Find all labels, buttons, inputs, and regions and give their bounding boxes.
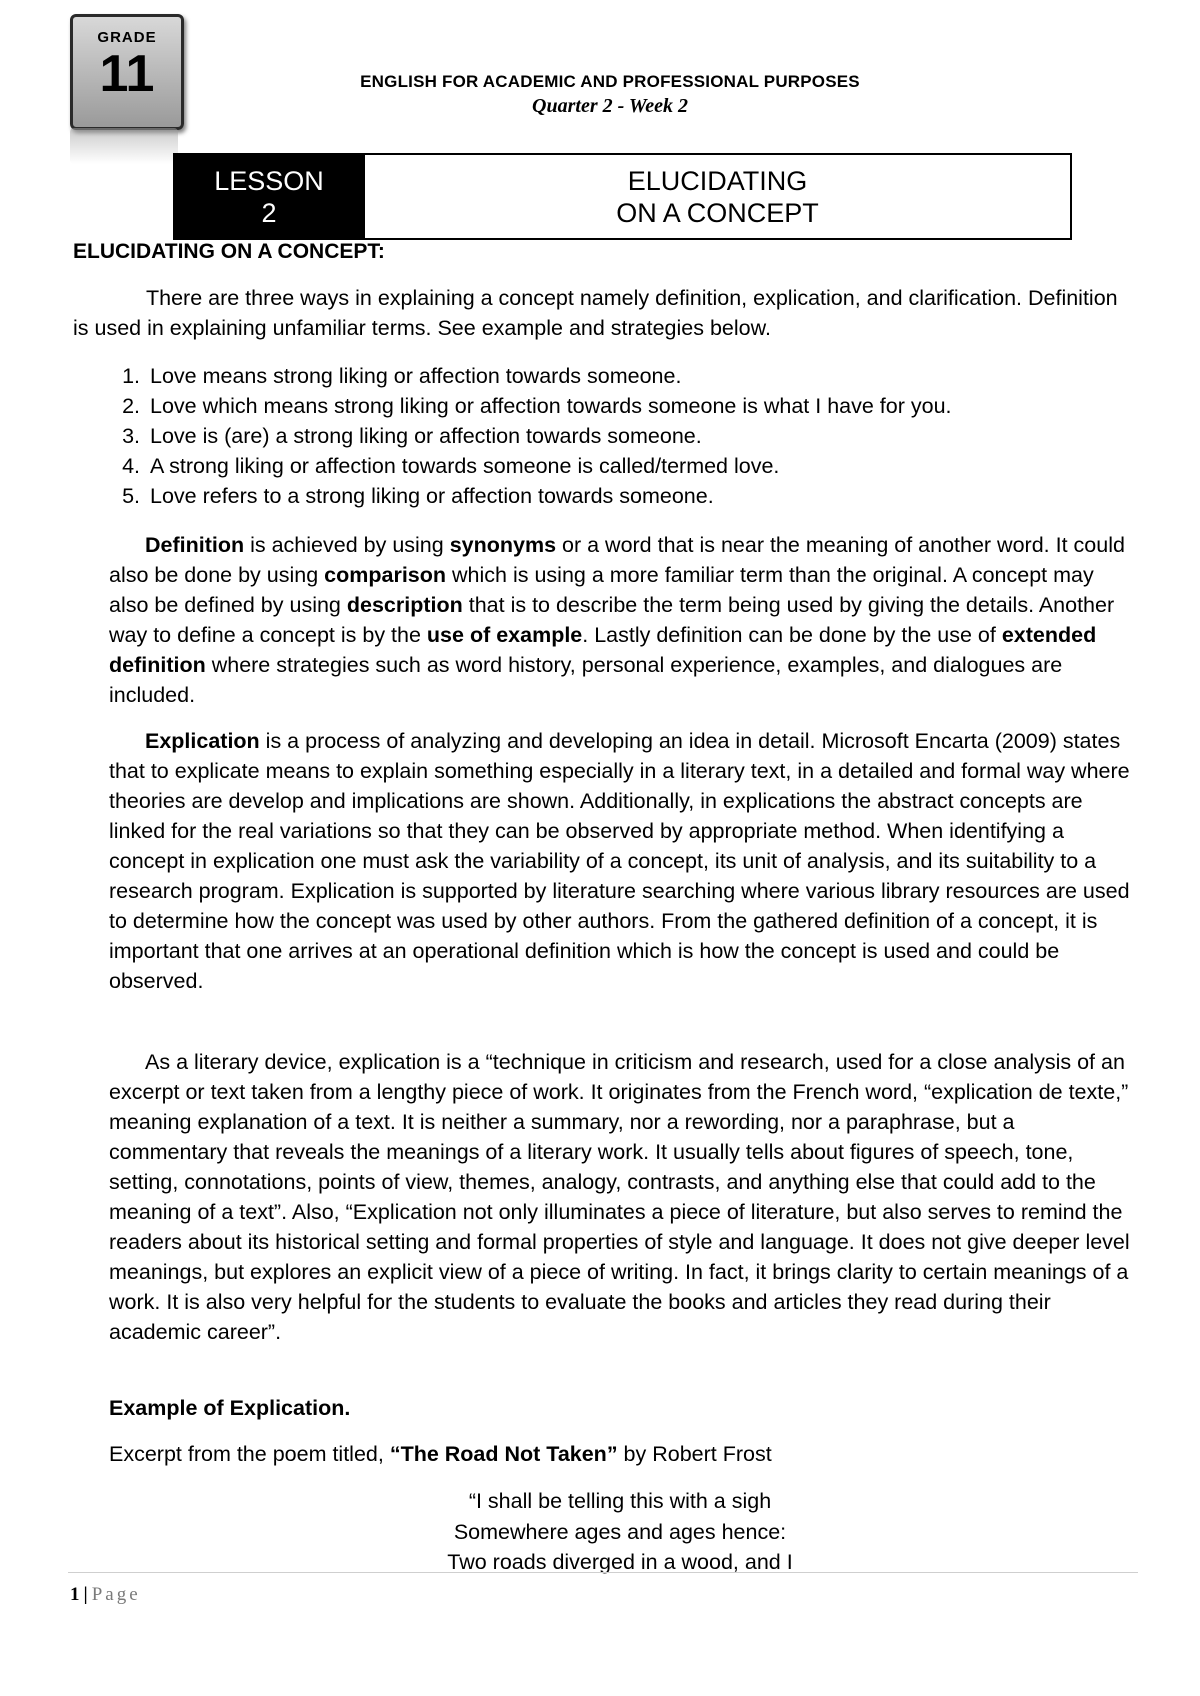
term-extended-definition: extended definition (109, 623, 1097, 677)
term-comparison: comparison (324, 563, 447, 587)
lesson-box (173, 153, 1072, 240)
list-item: 4. A strong liking or affection towards someone is called/termed love. (146, 451, 1146, 481)
lesson-title-line1: ELUCIDATING (627, 165, 808, 196)
page-footer (70, 1584, 141, 1606)
term-definition: Definition (145, 533, 245, 557)
text-run: where strategies such as word history, personal experience, examples, and dialogues are included. (109, 653, 1063, 707)
grade-badge-reflection (70, 128, 178, 164)
poem-line: Somewhere ages and ages hence: (453, 1519, 787, 1544)
text-run: that is to describe the term being used by giving the details. Another way to define a concept is by the (109, 593, 1115, 647)
list-item: 2. Love which means strong liking or affection towards someone is what I have for you. (146, 391, 1146, 421)
intro-paragraph: There are three ways in explaining a concept namely definition, explication, and clarification. Definition is used in explaining unfamiliar terms. See example and strategies below. (73, 286, 1118, 340)
text-run: . Lastly definition can be done by the use of (582, 623, 1002, 647)
poem-excerpt (300, 1486, 940, 1578)
explication-paragraph (109, 726, 1134, 996)
list-item: 5. Love refers to a strong liking or affection towards someone. (146, 481, 1146, 511)
term-use-of-example: use of example (426, 623, 583, 647)
example-heading: Example of Explication. (109, 1396, 351, 1420)
poem-line: Two roads diverged in a wood, and I (447, 1550, 793, 1574)
footer-separator: | (83, 1584, 88, 1605)
lesson-title-line2: ON A CONCEPT (616, 197, 819, 228)
excerpt-author: by Robert Frost (617, 1442, 772, 1466)
lesson-number-cell (175, 155, 363, 238)
lesson-number: 2 (261, 197, 277, 228)
definition-paragraph (109, 530, 1134, 710)
poem-title: “The Road Not Taken” (389, 1442, 618, 1466)
excerpt-line (109, 1442, 772, 1467)
footer-divider (68, 1572, 1138, 1573)
term-description: description (346, 593, 463, 617)
grade-badge (70, 14, 184, 130)
term-explication: Explication (145, 729, 260, 753)
lesson-label: LESSON (214, 165, 324, 196)
grade-label: GRADE (97, 29, 157, 46)
term-synonyms: synonyms (449, 533, 557, 557)
text-run: is achieved by using (244, 533, 450, 557)
text-run: or a word that is near the meaning of another word. It could also be done by using (109, 533, 1125, 587)
page-number: 1 (70, 1584, 80, 1605)
text-run: which is using a more familiar term than the original. A concept may also be defined by using (109, 563, 1094, 617)
subject-title: ENGLISH FOR ACADEMIC AND PROFESSIONAL PURPOSES (360, 72, 860, 91)
grade-number: 11 (99, 45, 155, 103)
list-item: 1. Love means strong liking or affection towards someone. (146, 361, 1146, 391)
section-heading: ELUCIDATING ON A CONCEPT: (73, 240, 385, 263)
quarter-week: Quarter 2 - Week 2 (532, 95, 688, 117)
lesson-title-cell (363, 155, 1070, 238)
literary-device-paragraph: As a literary device, explication is a “technique in criticism and research, used for a close analysis of an excerpt or text taken from a lengthy piece of work. It originates from the French word, “explication de texte,” meaning explanation of a text. It is neither a summary, nor a rewording, nor a paraphrase, but a commentary that reveals the meanings of a literary work. It usually tells about figures of speech, tone, setting, connotations, points of view, themes, analogy, contrasts, and anything else that could add to the meaning of a text”. Also, “Explication not only illuminates a piece of literature, but also serves to remind the readers about its historical setting and formal properties of style and language. It does not give deeper level meanings, but explores an explicit view of a piece of writing. In fact, it brings clarity to certain meanings of a work. It is also very helpful for the students to evaluate the books and articles they read during their academic career”. (109, 1050, 1130, 1344)
poem-line: “I shall be telling this with a sigh (468, 1489, 772, 1513)
definition-examples-list (100, 361, 1146, 511)
list-item: 3. Love is (are) a strong liking or affection towards someone. (146, 421, 1146, 451)
excerpt-prefix: Excerpt from the poem titled, (109, 1442, 390, 1466)
text-run: is a process of analyzing and developing an idea in detail. Microsoft Encarta (2009) states that to explicate means to explain something especially in a literary text, in a detailed and formal way where theories are develop and implications are shown. Additionally, in explications the abstract concepts are linked for the real variations so that they can be observed by appropriate method. When identifying a concept in explication one must ask the variability of a concept, its unit of analysis, and its suitability to a research program. Explication is supported by literature searching where various library resources are used to determine how the concept was used by other authors. From the gathered definition of a concept, it is important that one arrives at an operational definition which is how the concept is used and could be observed. (109, 729, 1130, 993)
page-label: Page (91, 1584, 141, 1605)
